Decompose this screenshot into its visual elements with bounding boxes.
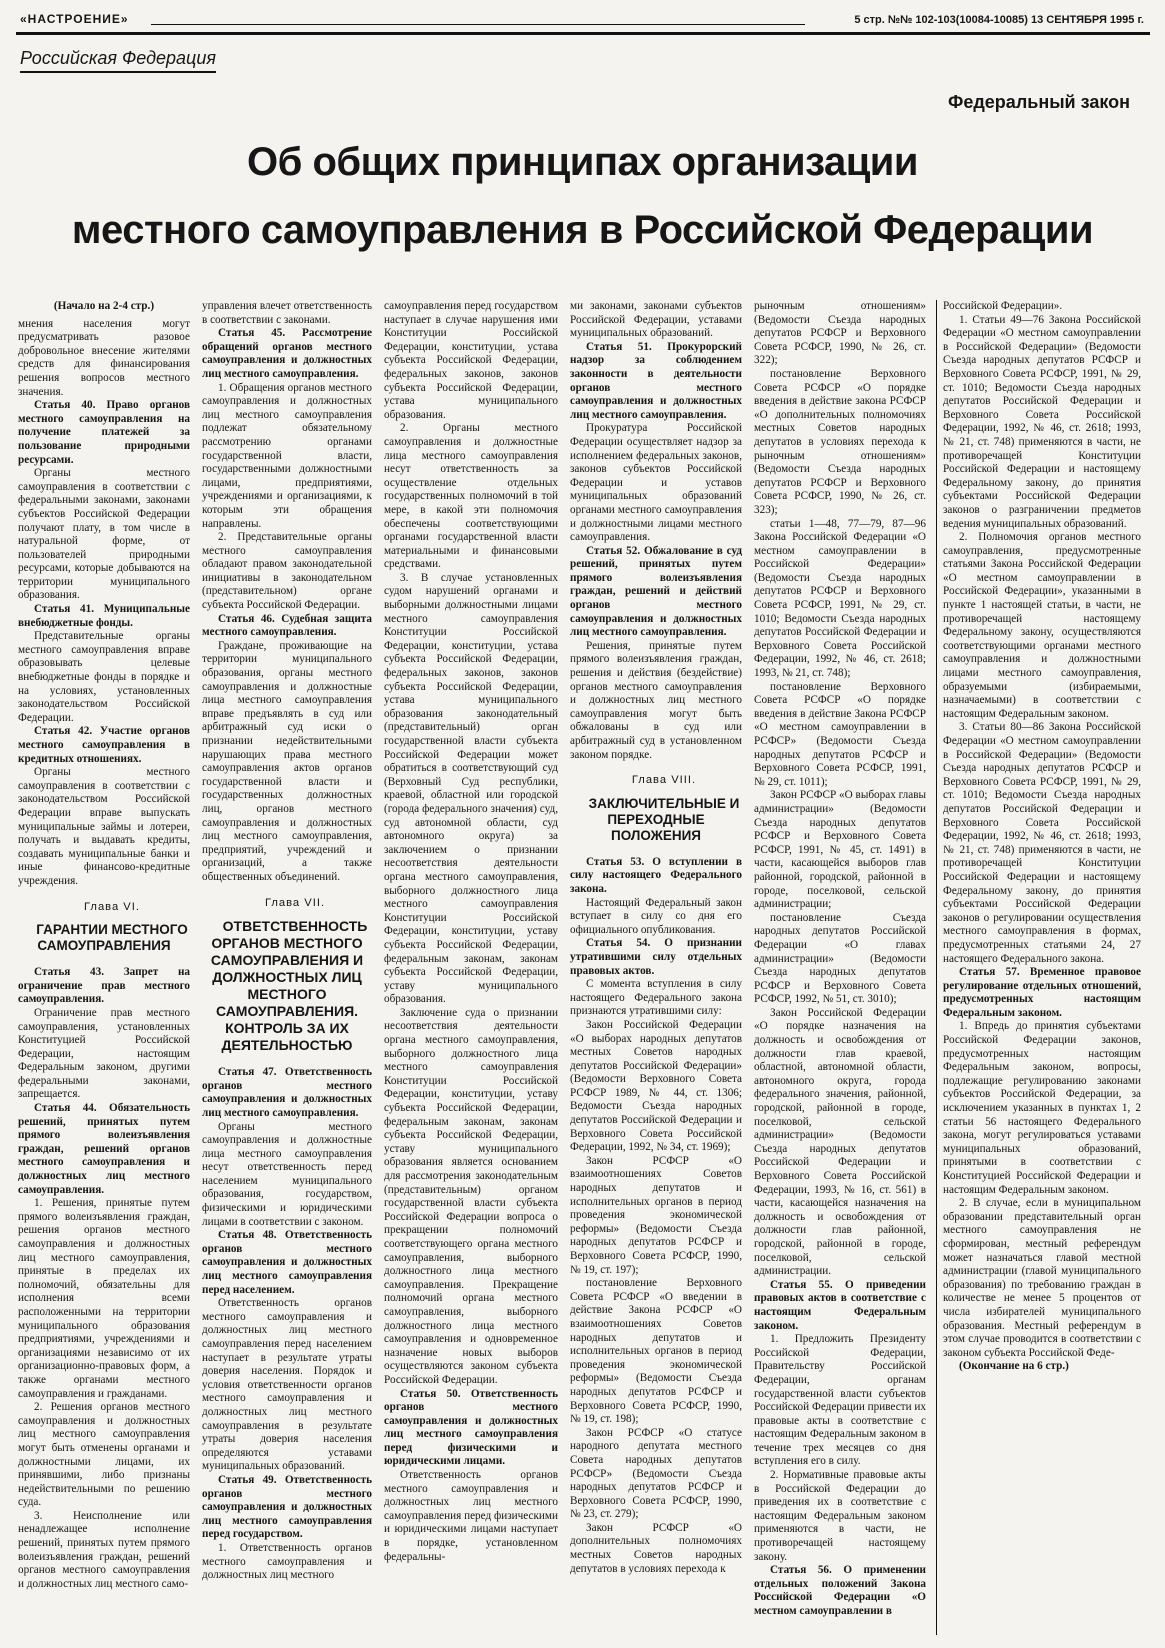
law-type-label: Федеральный закон: [948, 92, 1130, 112]
article-heading: Статья 45. Рассмотрение обращений органов местного самоуправления и должностных лиц местного самоуправления.: [202, 327, 372, 380]
text-column-6: [936, 300, 1141, 1635]
chapter-title: ОТВЕТСТВЕННОСТЬ ОРГАНОВ МЕСТНОГО САМОУПРАВЛЕНИЯ И ДОЛЖНОСТНЫХ ЛИЦ МЕСТНОГО САМОУПРАВЛЕНИЯ. КОНТРОЛЬ ЗА ИХ ДЕЯТЕЛЬНОСТЬЮ: [210, 918, 368, 1054]
paragraph: 1. Ответственность органов местного самоуправления и должностных лиц местного: [202, 1541, 372, 1582]
paragraph: Ответственность органов местного самоуправления и должностных лиц местного самоуправления перед физическими и юридическими лицами наступает в порядке, установленном федеральны-: [384, 1469, 558, 1563]
masthead: [16, 10, 1150, 35]
article-heading: Статья 55. О приведении правовых актов в соответствие с настоящим Федеральным законом.: [754, 1278, 926, 1332]
paragraph: Ответственность органов местного самоуправления и должностных лиц местного самоуправления перед населением наступает в результате утраты доверия населения. Порядок и условия ответственности органов местного самоуправления и должностных лиц местного самоуправления в результате утраты доверия населения определяются уставами муниципальных образований.: [202, 1297, 372, 1473]
paragraph: Закон Российской Федерации «О выборах народных депутатов местных Советов народных депутатов Российской Федерации» (Ведомости Верховного Совета РСФСР 1989, № 44, ст. 1306; Ведомости Съезда народных депутатов Российской Федерации и Верховного Совета Российской Федерации, 1992, № 34, ст. 1969);: [570, 1018, 742, 1154]
article-heading: Статья 54. О признании утратившими силу отдельных правовых актов.: [570, 937, 742, 977]
paragraph: 3. В случае установленных судом нарушений органами и выборными должностными лицами местного самоуправления Конституции Российской Федерации, конституции, устава субъекта Российской Федерации, федеральных законов, законов субъекта Российской Федерации, устава муниципального образования законодательный (представительный) орган государственной власти субъекта Российской Федерации может обратиться в соответствующий суд (Верховный Суд республики, краевой, областной или городской (города федерального значения) суд, суд автономной области, суд автономного округа) за заключением о признании несоответствия деятельности органа местного самоуправления, выборного должностного лица местного самоуправления Конституции Российской Федерации, конституции, уставу субъекта Российской Федерации, федеральным законам, законам субъекта Российской Федерации, уставу муниципального образования.: [384, 571, 558, 1006]
paragraph: 2. В случае, если в муниципальном образовании представительный орган местного самоуправления не сформирован, местный референдум может назначаться главой местной администрации (главой муниципального образования) по требованию граждан в количестве не менее 5 процентов от числа избирателей муниципального образования. Местный референдум в этом случае проводится в соответствии с законом субъекта Российской Феде-: [943, 1197, 1141, 1359]
paragraph: 2. Решения органов местного самоуправления и должностных лиц местного самоуправления могут быть отменены органами и должностными лицами, их принявшими, либо признаны недействительными по решению суда.: [18, 1401, 190, 1509]
article-heading: Статья 41. Муниципальные внебюджетные фонды.: [18, 603, 190, 629]
section-heading: Российская Федерация: [20, 48, 216, 73]
paragraph: Представительные органы местного самоуправления вправе образовывать целевые внебюджетные фонды в порядке и на условиях, установленных законодательством Российской Федерации.: [18, 630, 190, 724]
article-heading: Статья 47. Ответственность органов местного самоуправления и должностных лиц местного самоуправления.: [202, 1066, 372, 1119]
paragraph: 2. Представительные органы местного самоуправления обладают правом законодательной инициативы в законодательном (представительном) органе субъекта Российской Федерации.: [202, 531, 372, 612]
text-column-3: [384, 300, 558, 1635]
article-title-line-1: Об общих принципах организации: [247, 140, 918, 184]
paragraph: Настоящий Федеральный закон вступает в силу со дня его официального опубликования.: [570, 896, 742, 936]
paragraph: 3. Неисполнение или ненадлежащее исполнение решений, принятых путем прямого волеизъявления граждан, решений органов местного самоуправления и должностных лиц местного само-: [18, 1509, 190, 1590]
article-heading: Статья 51. Прокурорский надзор за соблюдением законности в деятельности органов местного самоуправления и должностных лиц местного самоуправления.: [570, 340, 742, 421]
article-heading: (Окончание на 6 стр.): [959, 1360, 1069, 1373]
text-column-5: [754, 300, 926, 1635]
paragraph: Российской Федерации».: [943, 300, 1063, 312]
paragraph: управления влечет ответственность в соответствии с законами.: [202, 300, 372, 326]
paragraph: мнения населения могут предусматривать разовое добровольное внесение жителями средств для финансирования решения вопросов местного значения.: [18, 317, 190, 398]
paragraph: Прокуратура Российской Федерации осуществляет надзор за исполнением федеральных законов, законов субъектов Российской Федерации и уставов муниципальных образований органами местного самоуправления и должностными лицами местного самоуправления.: [570, 422, 742, 544]
article-heading: Статья 42. Участие органов местного самоуправления в кредитных отношениях.: [18, 725, 190, 765]
issue-info: 5 стр. №№ 102-103(10084-10085) 13 СЕНТЯБРЯ 1995 г.: [854, 14, 1144, 26]
paragraph: Закон РСФСР «О взаимоотношениях Советов народных депутатов и исполнительных органов в период проведения экономической реформы» (Ведомости Съезда народных депутатов РСФСР и Верховного Совета РСФСР, 1990, № 19, ст. 197);: [570, 1154, 742, 1276]
paragraph: 3. Статьи 80—86 Закона Российской Федерации «О местном самоуправлении в Российской Федерации» (Ведомости Съезда народных депутатов РСФСР и Верховного Совета РСФСР, 1991, № 29, ст. 1010; Ведомости Съезда народных депутатов Российской Федерации и Верховного Совета Российской Федерации, 1992, № 46, ст. 2618; 1993, № 21, ст. 748) применяются в части, не противоречащей Конституции Российской Федерации и настоящему Федеральному закону, до принятия субъектами Российской Федерации законов о регулировании осуществления местного самоуправления в формах, предусмотренных статьями 24, 27 настоящего Федерального закона.: [943, 721, 1141, 965]
article-heading: Статья 57. Временное правовое регулирование отдельных отношений, предусмотренных настоящим Федеральным законом.: [943, 966, 1141, 1019]
paragraph: постановление Верховного Совета РСФСР «О порядке введения в действие Закона РСФСР «О местном самоуправлении в РСФСР» (Ведомости Съезда народных депутатов РСФСР и Верховного Совета РСФСР, 1991, № 29, ст. 1011);: [754, 680, 926, 788]
article-heading: Статья 49. Ответственность органов местного самоуправления и должностных лиц местного самоуправления перед государством.: [202, 1473, 372, 1541]
article-heading: Статья 56. О применении отдельных положений Закона Российской Федерации «О местном самоуправлении в: [754, 1564, 926, 1617]
newspaper-name: «НАСТРОЕНИЕ»: [20, 12, 129, 26]
article-heading: Статья 52. Обжалование в суд решений, принятых путем прямого волеизъявления граждан, решений и действий органов местного самоуправления и должностных лиц местного самоуправления.: [570, 544, 742, 639]
paragraph: постановление Съезда народных депутатов Российской Федерации «О главах администрации» (Ведомости Съезда народных депутатов РСФСР и Верховного Совета РСФСР, 1992, № 51, ст. 3010);: [754, 911, 926, 1006]
paragraph: Закон РСФСР «О статусе народного депутата местного Совета народных депутатов РСФСР» (Ведомости Съезда народных депутатов РСФСР и Верховного Совета РСФСР, 1990, № 23, ст. 279);: [570, 1426, 742, 1521]
paragraph: самоуправления перед государством наступает в случае нарушения ими Конституции Российской Федерации, конституции, устава субъекта Российской Федерации, федеральных законов, законов субъекта Российской Федерации, устава муниципального образования.: [384, 300, 558, 421]
paragraph: 2. Органы местного самоуправления и должностные лица местного самоуправления несут ответственность за осуществление отдельных государственных полномочий в той мере, в какой эти полномочия обеспечены соответствующими органами государственной власти материальными и финансовыми средствами.: [384, 422, 558, 571]
paragraph: Органы местного самоуправления в соответствии с федеральными законами, законами субъектов Российской Федерации получают плату, в том числе в натуральной форме, от пользователей природными ресурсами, которые добываются на территории муниципального образования.: [18, 467, 190, 602]
article-heading: Статья 43. Запрет на ограничение прав местного самоуправления.: [18, 966, 190, 1006]
paragraph: статьи 1—48, 77—79, 87—96 Закона Российской Федерации «О местном самоуправлении в Российской Федерации» (Ведомости Съезда народных депутатов РСФСР и Верховного Совета РСФСР, 1991, № 29, ст. 1010; Ведомости Съезда народных депутатов Российской Федерации и Верховного Совета Российской Федерации, 1992, № 46, ст. 2618; 1993, № 21, ст. 748);: [754, 517, 926, 680]
paragraph: Решения, принятые путем прямого волеизъявления граждан, решения и действия (бездействие) органов местного самоуправления и должностных лиц местного самоуправления могут быть обжалованы в суд или арбитражный суд в установленном законом порядке.: [570, 639, 742, 761]
paragraph: постановление Верховного Совета РСФСР «О порядке введения в действие закона РСФСР «О дополнительных полномочиях местных Советов народных депутатов в условиях перехода к рыночным отношениям» (Ведомости Съезда народных депутатов РСФСР и Верховного Совета РСФСР, 1990, № 26, ст. 323);: [754, 367, 926, 516]
paragraph: постановление Верховного Совета РСФСР «О введении в действие Закона РСФСР «О взаимоотношениях Советов народных депутатов и исполнительных органов в период проведения экономической реформы» (Ведомости Съезда народных депутатов РСФСР и Верховного Совета РСФСР, 1990, № 19, ст. 198);: [570, 1277, 742, 1426]
paragraph: С момента вступления в силу настоящего Федерального закона признаются утратившими силу:: [570, 978, 742, 1018]
paragraph: Заключение суда о признании несоответствия деятельности органа местного самоуправления, выборного должностного лица местного самоуправления Конституции Российской Федерации, конституции, уставу субъекта Российской Федерации, федеральным законам, законам субъекта Российской Федерации, уставу муниципального образования является основанием для рассмотрения законодательным (представительным) органом государственной власти субъекта Российской Федерации вопроса о прекращении полномочий соответствующего органа местного самоуправления, выборного должностного лица местного самоуправления. Прекращение полномочий органа местного самоуправления, выборного должностного лица местного самоуправления и одновременное назначение новых выборов осуществляются законом субъекта Российской Федерации.: [384, 1006, 558, 1386]
paragraph: 1. Обращения органов местного самоуправления и должностных лиц местного самоуправления подлежат обязательному рассмотрению органами государственной власти, государственными должностными лицами, предприятиями, учреждениями и организациями, к которым эти обращения направлены.: [202, 381, 372, 530]
paragraph: 2. Полномочия органов местного самоуправления, предусмотренные статьями Закона Российской Федерации «О местном самоуправлении в Российской Федерации», указанными в пункте 1 настоящей статьи, в части, не противоречащей настоящему Федеральному закону, осуществляются соответствующими органами местного самоуправления и должностными лицами местного самоуправления, образуемыми (избираемыми, назначаемыми) в соответствии с настоящим Федеральным законом.: [943, 531, 1141, 720]
paragraph: Органы местного самоуправления и должностные лица местного самоуправления несут ответственность перед населением муниципального образования, государством, физическими и юридическими лицами в соответствии с законом.: [202, 1120, 372, 1228]
article-title-line-2: местного самоуправления в Российской Федерации: [71, 208, 1094, 252]
paragraph: 1. Предложить Президенту Российской Федерации, Правительству Российской Федерации, органам государственной власти субъектов Российской Федерации привести их правовые акты в соответствие с настоящим Федеральным законом в течение трех месяцев со дня вступления его в силу.: [754, 1333, 926, 1468]
chapter-title: ГАРАНТИИ МЕСТНОГО САМОУПРАВЛЕНИЯ: [36, 922, 188, 954]
paragraph: Закон Российской Федерации «О порядке назначения на должность и освобождения от должности глав краевой, областной, автономной области, автономного округа, города федерального значения, районной, городской, районной в городе, поселковой, сельской администрации» (Ведомости Съезда народных депутатов Российской Федерации и Верховного Совета Российской Федерации, 1993, № 16, ст. 561) в части, касающейся назначения на должность и освобождения от должности глав районной, городской, районной в городе, поселковой, сельской администрации.: [754, 1006, 926, 1278]
article-heading: Статья 48. Ответственность органов местного самоуправления и должностных лиц местного самоуправления перед населением.: [202, 1229, 372, 1296]
paragraph: рыночным отношениям» (Ведомости Съезда народных депутатов РСФСР и Верховного Совета РСФСР, 1990, № 26, ст. 322);: [754, 300, 926, 367]
article-heading: Статья 53. О вступлении в силу настоящего Федерального закона.: [570, 855, 742, 895]
chapter-number: Глава VII.: [264, 896, 326, 909]
paragraph: Органы местного самоуправления в соответствии с законодательством Российской Федерации вправе выпускать муниципальные займы и лотереи, получать и выдавать кредиты, создавать муниципальные банки и иные финансово-кредитные учреждения.: [18, 766, 190, 887]
text-column-4: [570, 300, 742, 1635]
masthead-rule: [151, 24, 805, 25]
paragraph: ми законами, законами субъектов Российской Федерации, уставами муниципальных образований.: [570, 300, 742, 340]
paragraph: Закон РСФСР «О выборах главы администрации» (Ведомости Съезда народных депутатов РСФСР и Верховного Совета РСФСР, 1991, № 45, ст. 1491) в части, касающейся выборов глав районной, городской, районной в городе, поселковой, сельской администрации;: [754, 789, 926, 911]
paragraph: Закон РСФСР «О дополнительных полномочиях местных Советов народных депутатов в условиях перехода к: [570, 1521, 742, 1575]
paragraph: Граждане, проживающие на территории муниципального образования, органы местного самоуправления и должностные лица местного самоуправления вправе предъявлять в суд или арбитражный суд иски о признании недействительными нарушающих права местного самоуправления актов органов государственной власти и государственных должностных лиц, органов местного самоуправления и должностных лиц местного самоуправления, предприятий, учреждений и организаций, а также общественных объединений.: [202, 639, 372, 883]
chapter-number: Глава VI.: [83, 900, 140, 913]
paragraph: 2. Нормативные правовые акты в Российской Федерации до приведения их в соответствие с настоящим Федеральным законом применяются в части, не противоречащей настоящему закону.: [754, 1469, 926, 1563]
text-column-2: [202, 300, 372, 1635]
paragraph: 1. Статьи 49—76 Закона Российской Федерации «О местном самоуправлении в Российской Федерации» (Ведомости Съезда народных депутатов РСФСР и Верховного Совета РСФСР, 1991, № 29, ст. 1010; Ведомости Съезда народных депутатов Российской Федерации и Верховного Совета Российской Федерации, 1992, № 46, ст. 2618; 1993, № 21, ст. 748) применяются в части, не противоречащей Конституции Российской Федерации и настоящему Федеральному закону, до принятия субъектами Российской Федерации законов о разграничении предметов ведения муниципальных образований.: [943, 313, 1141, 530]
paragraph: 1. Решения, принятые путем прямого волеизъявления граждан, решения органов местного самоуправления и должностных лиц местного самоуправления, принятые в пределах их полномочий, обязательны для исполнения всеми расположенными на территории муниципального образования предприятиями, учреждениями и организациями независимо от их организационно-правовых форм, а также органами местного самоуправления и гражданами.: [18, 1197, 190, 1400]
article-heading: Статья 50. Ответственность органов местного самоуправления и должностных лиц местного самоуправления перед физическими и юридическими лицами.: [384, 1387, 558, 1468]
article-heading: Статья 40. Право органов местного самоуправления на получение платежей за пользование природными ресурсами.: [18, 399, 190, 466]
paragraph: 1. Впредь до принятия субъектами Российской Федерации законов, предусмотренных настоящим Федеральным законом, вопросы, подлежащие регулированию законами субъектов Российской Федерации, за исключением указанных в пунктах 1, 2 статьи 56 настоящего Федерального закона, могут регулироваться уставами муниципальных образований, принятыми в соответствии с Конституцией Российской Федерации и настоящим Федеральным законом.: [943, 1020, 1141, 1196]
article-heading: Статья 44. Обязательность решений, принятых путем прямого волеизъявления граждан, решений органов местного самоуправления и должностных лиц местного самоуправления.: [18, 1102, 190, 1196]
chapter-title: ЗАКЛЮЧИТЕЛЬНЫЕ И ПЕРЕХОДНЫЕ ПОЛОЖЕНИЯ: [588, 795, 740, 843]
article-heading: Статья 46. Судебная защита местного самоуправления.: [202, 612, 372, 639]
chapter-number: Глава VIII.: [631, 774, 697, 787]
continuation-note: (Начало на 2-4 стр.): [53, 300, 155, 312]
paragraph: Ограничение прав местного самоуправления, установленных Конституцией Российской Федерации, настоящим Федеральным законом, другими федеральными законами, запрещается.: [18, 1006, 190, 1101]
text-column-1: [18, 300, 190, 1635]
